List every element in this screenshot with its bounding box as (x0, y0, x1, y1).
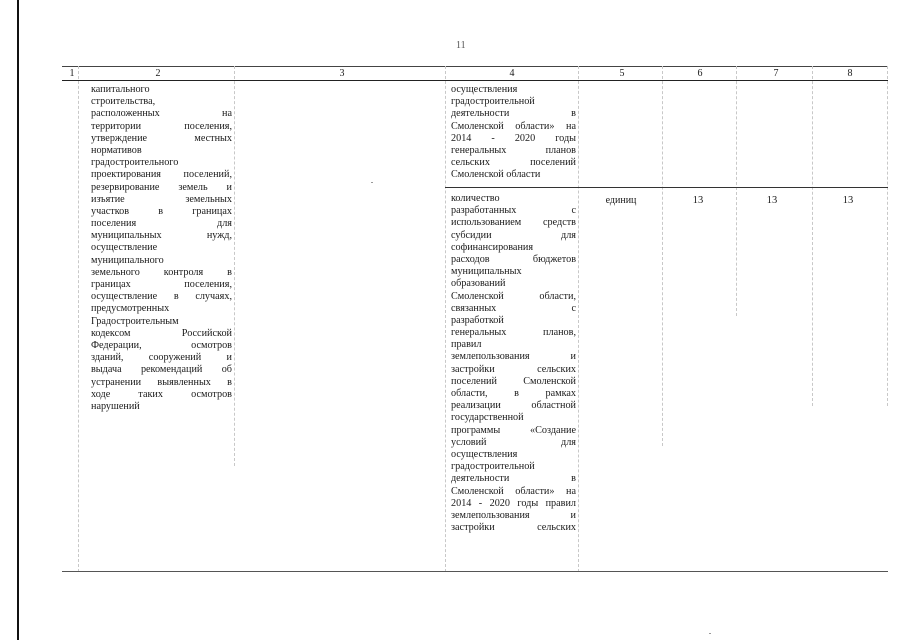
binding-margin-line (17, 0, 19, 640)
header-col-8: 8 (847, 68, 853, 79)
page-number: 11 (456, 40, 466, 51)
text-line: 2014 - 2020 годы правил (451, 497, 576, 509)
column-divider-1 (78, 66, 79, 572)
text-line: разработанных с (451, 205, 576, 217)
text-line: осуществление (91, 242, 158, 254)
text-line: нарушений (91, 400, 140, 412)
text-line: поселений Смоленской (451, 375, 576, 387)
text-line: генеральных планов, (451, 327, 576, 339)
text-line: образований (451, 278, 506, 290)
text-line: области, в рамках (451, 388, 576, 399)
row-separator (445, 187, 888, 188)
column-divider-2 (234, 66, 235, 466)
text-line: Смоленской области (451, 169, 541, 181)
header-col-7: 7 (773, 68, 779, 79)
value-col-7: 13 (766, 195, 778, 206)
column-divider-7 (812, 66, 813, 406)
text-line: Градостроительным (91, 315, 179, 327)
text-line: расходов бюджетов (451, 253, 576, 265)
text-line: резервирование земель и (91, 181, 232, 193)
header-col-6: 6 (697, 68, 703, 79)
text-line: Смоленской области, (451, 290, 576, 302)
text-line: территории поселения, (91, 120, 232, 132)
text-line: Смоленской области» на (451, 120, 576, 132)
text-line: кодексом Российской (91, 327, 232, 339)
text-line: муниципального (91, 254, 164, 266)
column-divider-5 (662, 66, 663, 446)
text-line: разработкой (451, 314, 504, 326)
text-line: количество (451, 193, 500, 204)
text-line: 2014 - 2020 годы (451, 132, 576, 144)
column-4-indicator-text (451, 193, 576, 534)
value-col-8: 13 (842, 195, 854, 206)
text-line: правил (451, 339, 482, 351)
text-line: строительства, (91, 96, 156, 108)
text-line: изъятие земельных (91, 193, 232, 205)
text-line: муниципальных (451, 266, 522, 278)
text-line: Федерации, осмотров (91, 339, 232, 351)
unit-cell: единиц (605, 195, 637, 206)
text-line: муниципальных нужд, (91, 230, 232, 242)
text-line: капитального (91, 84, 150, 95)
text-line: застройки сельских (451, 363, 576, 375)
text-line: градостроительного (91, 157, 179, 169)
text-line: землепользования и (451, 509, 576, 521)
text-line: софинансирования (451, 241, 534, 253)
text-line: осуществления (451, 448, 518, 460)
header-col-2: 2 (155, 68, 161, 79)
scan-speck (709, 633, 711, 634)
text-line: расположенных на (91, 108, 232, 120)
text-line: проектирования поселений, (91, 169, 232, 181)
text-line: утверждение местных (91, 132, 232, 144)
text-line: ходе таких осмотров (91, 388, 232, 400)
text-line: границах поселения, (91, 279, 232, 290)
text-line: сельских поселений (451, 157, 576, 169)
column-divider-8 (887, 66, 888, 406)
table-header-row (62, 67, 888, 80)
column-divider-3 (445, 66, 446, 572)
text-line: градостроительной (451, 96, 535, 108)
column-divider-6 (736, 66, 737, 316)
column-2-text (91, 84, 232, 413)
text-line: деятельности в (451, 108, 576, 120)
text-line: предусмотренных (91, 303, 170, 315)
scan-speck (371, 182, 373, 183)
table-bottom-border (62, 571, 888, 572)
text-line: реализации областной (451, 400, 576, 412)
header-bottom-border (62, 80, 888, 81)
header-col-4: 4 (509, 68, 515, 79)
text-line: осуществления (451, 84, 518, 95)
text-line: землепользования и (451, 351, 576, 363)
text-line: застройки сельских (451, 522, 576, 534)
text-line: генеральных планов (451, 144, 576, 156)
text-line: связанных с (451, 302, 576, 314)
text-line: осуществление в случаях, (91, 291, 232, 303)
text-line: устранении выявленных в (91, 376, 232, 388)
text-line: программы «Создание (451, 424, 576, 436)
text-line: Смоленской области» на (451, 485, 576, 497)
column-4-previous-row-text (451, 84, 576, 182)
text-line: поселения для (91, 218, 232, 230)
text-line: земельного контроля в (91, 266, 232, 278)
text-line: использованием средств (451, 217, 576, 229)
text-line: выдача рекомендаций об (91, 364, 232, 376)
text-line: участков в границах (91, 205, 232, 217)
text-line: субсидии для (451, 229, 576, 241)
header-col-5: 5 (619, 68, 625, 79)
header-col-1: 1 (69, 68, 75, 79)
text-line: условий для (451, 436, 576, 448)
text-line: зданий, сооружений и (91, 352, 232, 364)
value-col-6: 13 (692, 195, 704, 206)
column-divider-4 (578, 66, 579, 572)
text-line: государственной (451, 412, 524, 424)
text-line: деятельности в (451, 473, 576, 485)
header-col-3: 3 (339, 68, 345, 79)
text-line: нормативов (91, 144, 142, 156)
text-line: градостроительной (451, 461, 535, 473)
